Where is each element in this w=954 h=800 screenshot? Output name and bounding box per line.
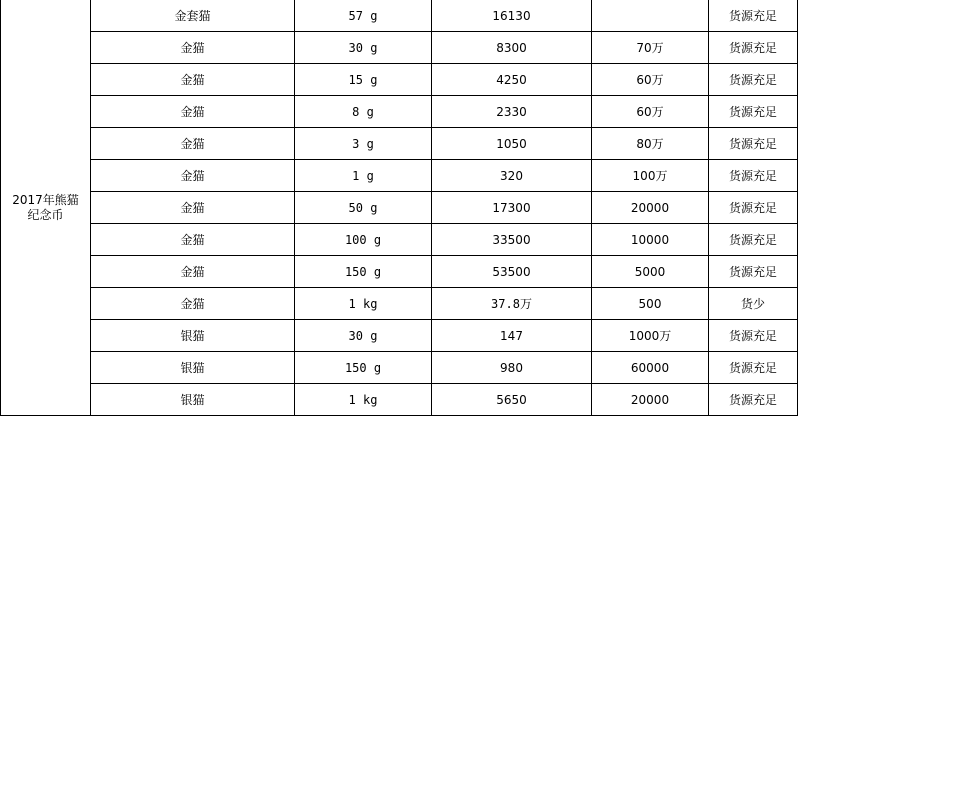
weight-cell[interactable]: 30 g	[295, 32, 432, 64]
coin-name-cell[interactable]: 金猫	[91, 160, 295, 192]
mintage-cell[interactable]: 60万	[592, 64, 709, 96]
table-row	[1, 320, 798, 352]
weight-cell[interactable]: 150 g	[295, 352, 432, 384]
stock-status-cell[interactable]: 货源充足	[709, 128, 798, 160]
table-row	[1, 288, 798, 320]
price-cell[interactable]: 320	[432, 160, 592, 192]
mintage-cell[interactable]: 60000	[592, 352, 709, 384]
price-cell[interactable]: 16130	[432, 0, 592, 32]
coin-name-cell[interactable]: 金猫	[91, 32, 295, 64]
weight-cell[interactable]: 50 g	[295, 192, 432, 224]
weight-cell[interactable]: 1 g	[295, 160, 432, 192]
table-row	[1, 192, 798, 224]
mintage-cell[interactable]: 70万	[592, 32, 709, 64]
table-row	[1, 160, 798, 192]
stock-status-cell[interactable]: 货源充足	[709, 192, 798, 224]
coin-name-cell[interactable]: 金套猫	[91, 0, 295, 32]
group-label-cell[interactable]	[1, 0, 91, 416]
mintage-cell[interactable]: 5000	[592, 256, 709, 288]
price-cell[interactable]: 8300	[432, 32, 592, 64]
stock-status-cell[interactable]: 货源充足	[709, 96, 798, 128]
weight-cell[interactable]: 1 kg	[295, 288, 432, 320]
price-cell[interactable]: 53500	[432, 256, 592, 288]
stock-status-cell[interactable]: 货源充足	[709, 224, 798, 256]
table-row	[1, 0, 798, 32]
mintage-cell[interactable]: 20000	[592, 192, 709, 224]
coin-name-cell[interactable]: 金猫	[91, 96, 295, 128]
stock-status-cell[interactable]: 货源充足	[709, 32, 798, 64]
price-cell[interactable]: 17300	[432, 192, 592, 224]
table-row	[1, 224, 798, 256]
weight-cell[interactable]: 30 g	[295, 320, 432, 352]
stock-status-cell[interactable]: 货源充足	[709, 352, 798, 384]
coin-name-cell[interactable]: 银猫	[91, 352, 295, 384]
mintage-cell[interactable]: 500	[592, 288, 709, 320]
mintage-cell[interactable]: 60万	[592, 96, 709, 128]
mintage-cell[interactable]: 1000万	[592, 320, 709, 352]
price-cell[interactable]: 33500	[432, 224, 592, 256]
coin-name-cell[interactable]: 银猫	[91, 320, 295, 352]
price-cell[interactable]: 2330	[432, 96, 592, 128]
weight-cell[interactable]: 57 g	[295, 0, 432, 32]
group-label-line2: 纪念币	[27, 207, 64, 222]
weight-cell[interactable]: 15 g	[295, 64, 432, 96]
table-body	[1, 0, 798, 416]
coin-name-cell[interactable]: 金猫	[91, 64, 295, 96]
table-row	[1, 128, 798, 160]
price-cell[interactable]: 37.8万	[432, 288, 592, 320]
group-label-line1: 2017年熊猫	[12, 192, 79, 207]
table-row	[1, 256, 798, 288]
stock-status-cell[interactable]: 货源充足	[709, 384, 798, 416]
mintage-cell[interactable]: 100万	[592, 160, 709, 192]
mintage-cell[interactable]: 80万	[592, 128, 709, 160]
coin-name-cell[interactable]: 金猫	[91, 128, 295, 160]
stock-status-cell[interactable]: 货源充足	[709, 320, 798, 352]
weight-cell[interactable]: 100 g	[295, 224, 432, 256]
coin-price-table	[0, 0, 798, 416]
stock-status-cell[interactable]: 货少	[709, 288, 798, 320]
price-cell[interactable]: 980	[432, 352, 592, 384]
weight-cell[interactable]: 1 kg	[295, 384, 432, 416]
table-row	[1, 32, 798, 64]
stock-status-cell[interactable]: 货源充足	[709, 64, 798, 96]
price-cell[interactable]: 147	[432, 320, 592, 352]
mintage-cell[interactable]	[592, 0, 709, 32]
coin-name-cell[interactable]: 金猫	[91, 224, 295, 256]
weight-cell[interactable]: 8 g	[295, 96, 432, 128]
price-cell[interactable]: 4250	[432, 64, 592, 96]
table-row	[1, 384, 798, 416]
weight-cell[interactable]: 3 g	[295, 128, 432, 160]
coin-name-cell[interactable]: 银猫	[91, 384, 295, 416]
price-cell[interactable]: 1050	[432, 128, 592, 160]
coin-name-cell[interactable]: 金猫	[91, 192, 295, 224]
mintage-cell[interactable]: 20000	[592, 384, 709, 416]
stock-status-cell[interactable]: 货源充足	[709, 0, 798, 32]
coin-name-cell[interactable]: 金猫	[91, 256, 295, 288]
mintage-cell[interactable]: 10000	[592, 224, 709, 256]
table-row	[1, 96, 798, 128]
stock-status-cell[interactable]: 货源充足	[709, 256, 798, 288]
price-cell[interactable]: 5650	[432, 384, 592, 416]
table-row	[1, 64, 798, 96]
coin-name-cell[interactable]: 金猫	[91, 288, 295, 320]
weight-cell[interactable]: 150 g	[295, 256, 432, 288]
stock-status-cell[interactable]: 货源充足	[709, 160, 798, 192]
table-row	[1, 352, 798, 384]
